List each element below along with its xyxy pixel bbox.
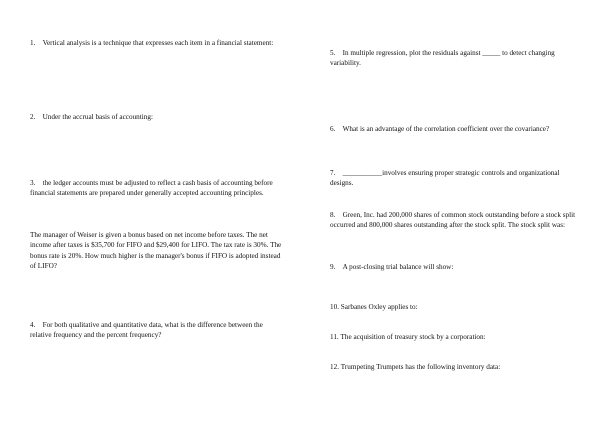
question-6-text: What is an advantage of the correlation coefficient over the covariance? — [342, 125, 550, 133]
question-3-text: the ledger accounts must be adjusted to reflect a cash basis of accounting before financial statements are prepared under generally accepted accounting principles. — [30, 179, 273, 198]
question-item — [330, 168, 582, 189]
question-2-text: Under the accrual basis of accounting: — [42, 113, 153, 121]
question-item — [30, 178, 282, 199]
question-item — [330, 362, 582, 372]
question-3 — [30, 178, 282, 199]
question-item — [330, 48, 582, 69]
question-7 — [330, 168, 582, 189]
question-weiser-text: The manager of Weiser is given a bonus based on net income before taxes. The net income after taxes is $35,700 for FIFO and $29,400 for LIFO. The tax rate is 30%. The bonus rate is 20%. How much higher is the manager's bonus if FIFO is adopted instead of LIFO? — [30, 231, 282, 271]
question-7-number: 7. — [330, 169, 336, 177]
question-9-text: A post-closing trial balance will show: — [342, 263, 454, 271]
question-7-text: ___________involves ensuring proper strategic controls and organizational designs. — [330, 169, 560, 188]
question-2 — [30, 112, 282, 122]
question-11-number: 11. — [330, 333, 339, 341]
question-5 — [330, 48, 582, 69]
question-12-text: Trumpeting Trumpets has the following inventory data: — [340, 363, 501, 371]
question-1-text: Vertical analysis is a technique that expresses each item in a financial statement: — [42, 39, 274, 47]
question-item — [330, 124, 582, 134]
question-1-number: 1. — [30, 39, 36, 47]
question-item — [30, 112, 282, 122]
question-item — [30, 320, 282, 341]
question-10-number: 10. — [330, 303, 339, 311]
question-item — [30, 38, 282, 48]
question-5-text: In multiple regression, plot the residuals against _____ to detect changing variability. — [330, 49, 555, 68]
question-6-number: 6. — [330, 125, 336, 133]
question-6 — [330, 124, 582, 134]
question-1 — [30, 38, 282, 48]
question-4-number: 4. — [30, 321, 36, 329]
question-11-text: The acquisition of treasury stock by a corporation: — [340, 333, 486, 341]
question-item — [30, 230, 282, 272]
question-10 — [330, 302, 582, 312]
question-11 — [330, 332, 582, 342]
question-8 — [330, 210, 582, 231]
question-8-number: 8. — [330, 211, 336, 219]
question-item — [330, 262, 582, 272]
question-3-number: 3. — [30, 179, 36, 187]
question-weiser — [30, 230, 282, 272]
question-item — [330, 302, 582, 312]
question-9-number: 9. — [330, 263, 336, 271]
question-2-number: 2. — [30, 113, 36, 121]
question-5-number: 5. — [330, 49, 336, 57]
question-item — [330, 210, 582, 231]
question-12-number: 12. — [330, 363, 339, 371]
question-9 — [330, 262, 582, 272]
question-12 — [330, 362, 582, 372]
question-8-text: Green, Inc. had 200,000 shares of common stock outstanding before a stock split occurred and 800,000 shares outstanding after the stock split. The stock split was: — [330, 211, 576, 230]
question-10-text: Sarbanes Oxley applies to: — [340, 303, 418, 311]
question-item — [330, 332, 582, 342]
question-4-text: For both qualitative and quantitative data, what is the difference between the relative frequency and the percent frequency? — [30, 321, 263, 340]
question-4 — [30, 320, 282, 341]
